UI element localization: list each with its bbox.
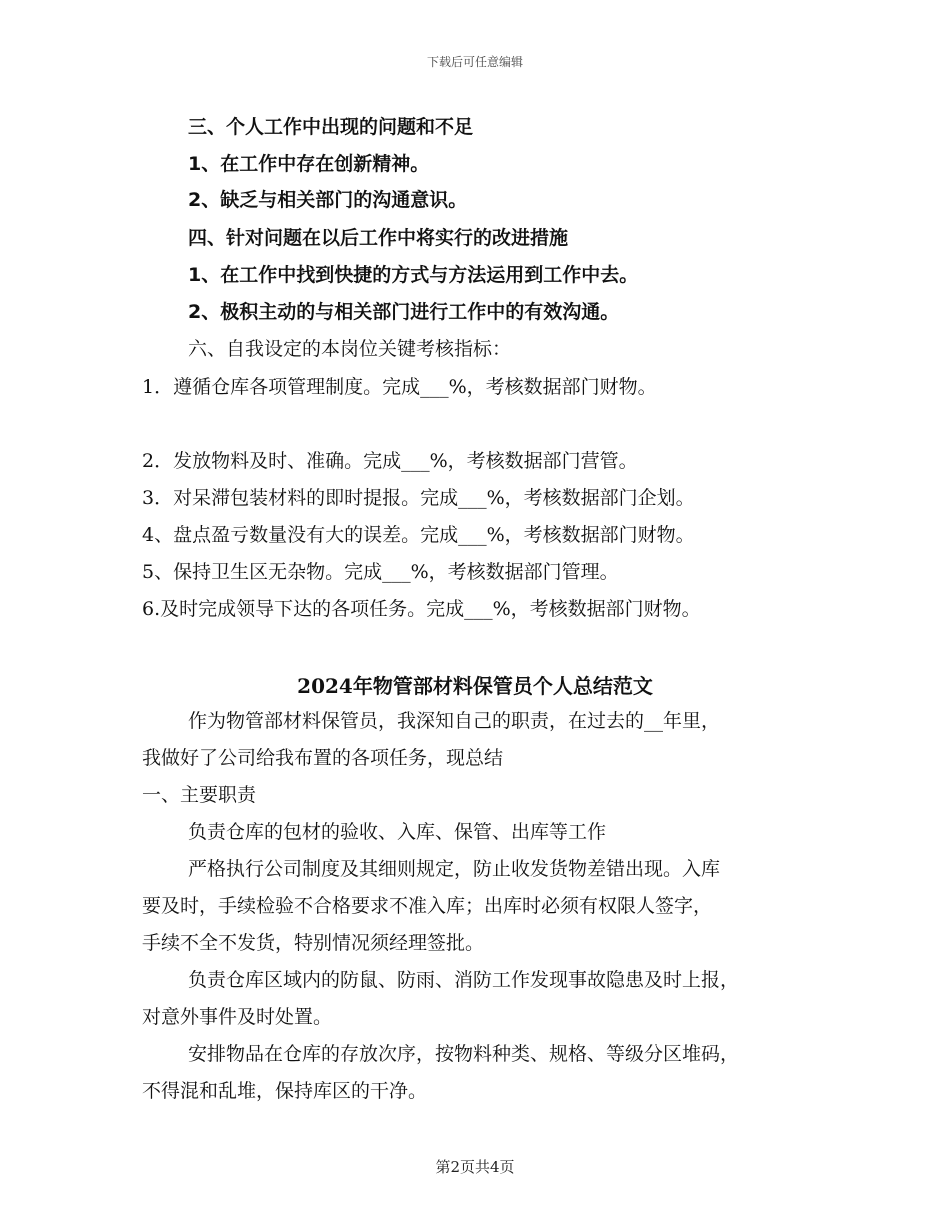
paragraph-line: 安排物品在仓库的存放次序，按物料种类、规格、等级分区堆码，: [188, 1043, 740, 1065]
section4-heading: 四、针对问题在以后工作中将实行的改进措施: [188, 227, 569, 249]
section6-heading: 六、自我设定的本岗位关键考核指标：: [188, 338, 512, 360]
intro-line: 作为物管部材料保管员，我深知自己的职责，在过去的__年里，: [188, 710, 721, 732]
section3-item-2: 2、缺乏与相关部门的沟通意识。: [188, 189, 468, 211]
kpi-item: 6.及时完成领导下达的各项任务。完成___%，考核数据部门财物。: [142, 598, 701, 620]
article-title: 2024年物管部材料保管员个人总结范文: [297, 674, 653, 698]
kpi-item: 3．对呆滞包装材料的即时提报。完成___%，考核数据部门企划。: [142, 487, 695, 509]
kpi-item: 2．发放物料及时、准确。完成___%，考核数据部门营管。: [142, 450, 638, 472]
kpi-item: 1．遵循仓库各项管理制度。完成___%，考核数据部门财物。: [142, 376, 657, 398]
paragraph-line: 要及时，手续检验不合格要求不准入库；出库时必须有权限人签字，: [142, 895, 713, 917]
intro-line: 我做好了公司给我布置的各项任务，现总结: [142, 747, 504, 769]
section4-item-1: 1、在工作中找到快捷的方式与方法运用到工作中去。: [188, 264, 639, 286]
paragraph-line: 严格执行公司制度及其细则规定，防止收发货物差错出现。入库: [188, 858, 721, 880]
page-header: 下载后可任意编辑: [426, 55, 523, 69]
kpi-item: 5、保持卫生区无杂物。完成___%，考核数据部门管理。: [142, 561, 619, 583]
paragraph-line: 手续不全不发货，特别情况须经理签批。: [142, 932, 485, 954]
page-footer: 第2页共4页: [435, 1158, 515, 1176]
paragraph-line: 负责仓库区域内的防鼠、防雨、消防工作发现事故隐患及时上报，: [188, 969, 740, 991]
paragraph-line: 负责仓库的包材的验收、入库、保管、出库等工作: [188, 821, 607, 843]
paragraph-line: 对意外事件及时处置。: [142, 1006, 333, 1028]
kpi-item: 4、盘点盈亏数量没有大的误差。完成___%，考核数据部门财物。: [142, 524, 695, 546]
section4-item-2: 2、极积主动的与相关部门进行工作中的有效沟通。: [188, 301, 620, 323]
section1-heading: 一、主要职责: [142, 784, 257, 806]
section3-heading: 三、个人工作中出现的问题和不足: [188, 116, 474, 138]
section3-item-1: 1、在工作中存在创新精神。: [188, 153, 430, 175]
paragraph-line: 不得混和乱堆，保持库区的干净。: [142, 1080, 428, 1102]
